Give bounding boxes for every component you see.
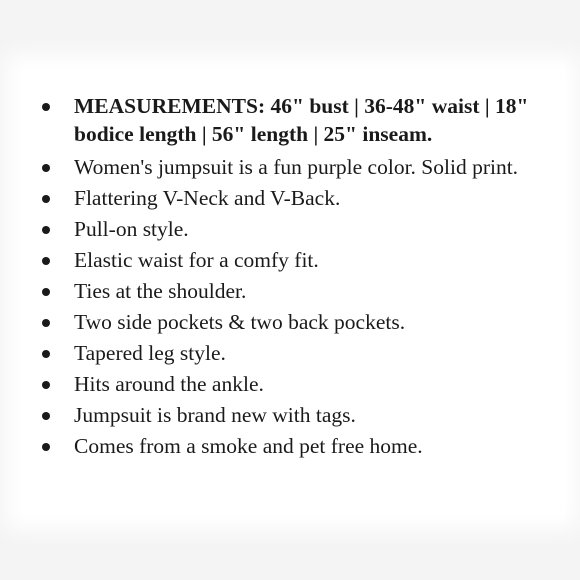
bullet-icon <box>42 412 50 420</box>
bullet-icon <box>42 288 50 296</box>
list-item <box>38 215 558 243</box>
list-item-text: Tapered leg style. <box>74 341 226 365</box>
list-item <box>38 401 558 429</box>
list-item <box>38 339 558 367</box>
list-item-text: Flattering V-Neck and V-Back. <box>74 186 341 210</box>
list-item-text: Ties at the shoulder. <box>74 279 247 303</box>
bullet-icon <box>42 257 50 265</box>
bullet-icon <box>42 443 50 451</box>
list-item-text: Women's jumpsuit is a fun purple color. Solid print. <box>74 155 519 179</box>
bullet-icon <box>42 226 50 234</box>
bullet-icon <box>42 381 50 389</box>
list-item <box>38 184 558 212</box>
bullet-icon <box>42 319 50 327</box>
list-item <box>38 370 558 398</box>
feature-list <box>38 92 558 463</box>
list-item-text: Comes from a smoke and pet free home. <box>74 434 423 458</box>
bullet-icon <box>42 164 50 172</box>
measurements-text: MEASUREMENTS: 46" bust | 36-48" waist | 18" bodice length | 56" length | 25" inseam. <box>74 94 529 146</box>
list-item <box>38 246 558 274</box>
list-item-text: Pull-on style. <box>74 217 189 241</box>
list-item-text: Two side pockets & two back pockets. <box>74 310 406 334</box>
list-item <box>38 277 558 305</box>
list-item-measurements <box>38 92 558 148</box>
bullet-icon <box>42 350 50 358</box>
list-item-text: Elastic waist for a comfy fit. <box>74 248 319 272</box>
list-item-text: Jumpsuit is brand new with tags. <box>74 403 356 427</box>
list-item <box>38 308 558 336</box>
list-item <box>38 432 558 460</box>
bullet-icon <box>42 195 50 203</box>
list-item <box>38 153 558 181</box>
list-item-text: Hits around the ankle. <box>74 372 264 396</box>
bullet-icon <box>42 103 50 111</box>
